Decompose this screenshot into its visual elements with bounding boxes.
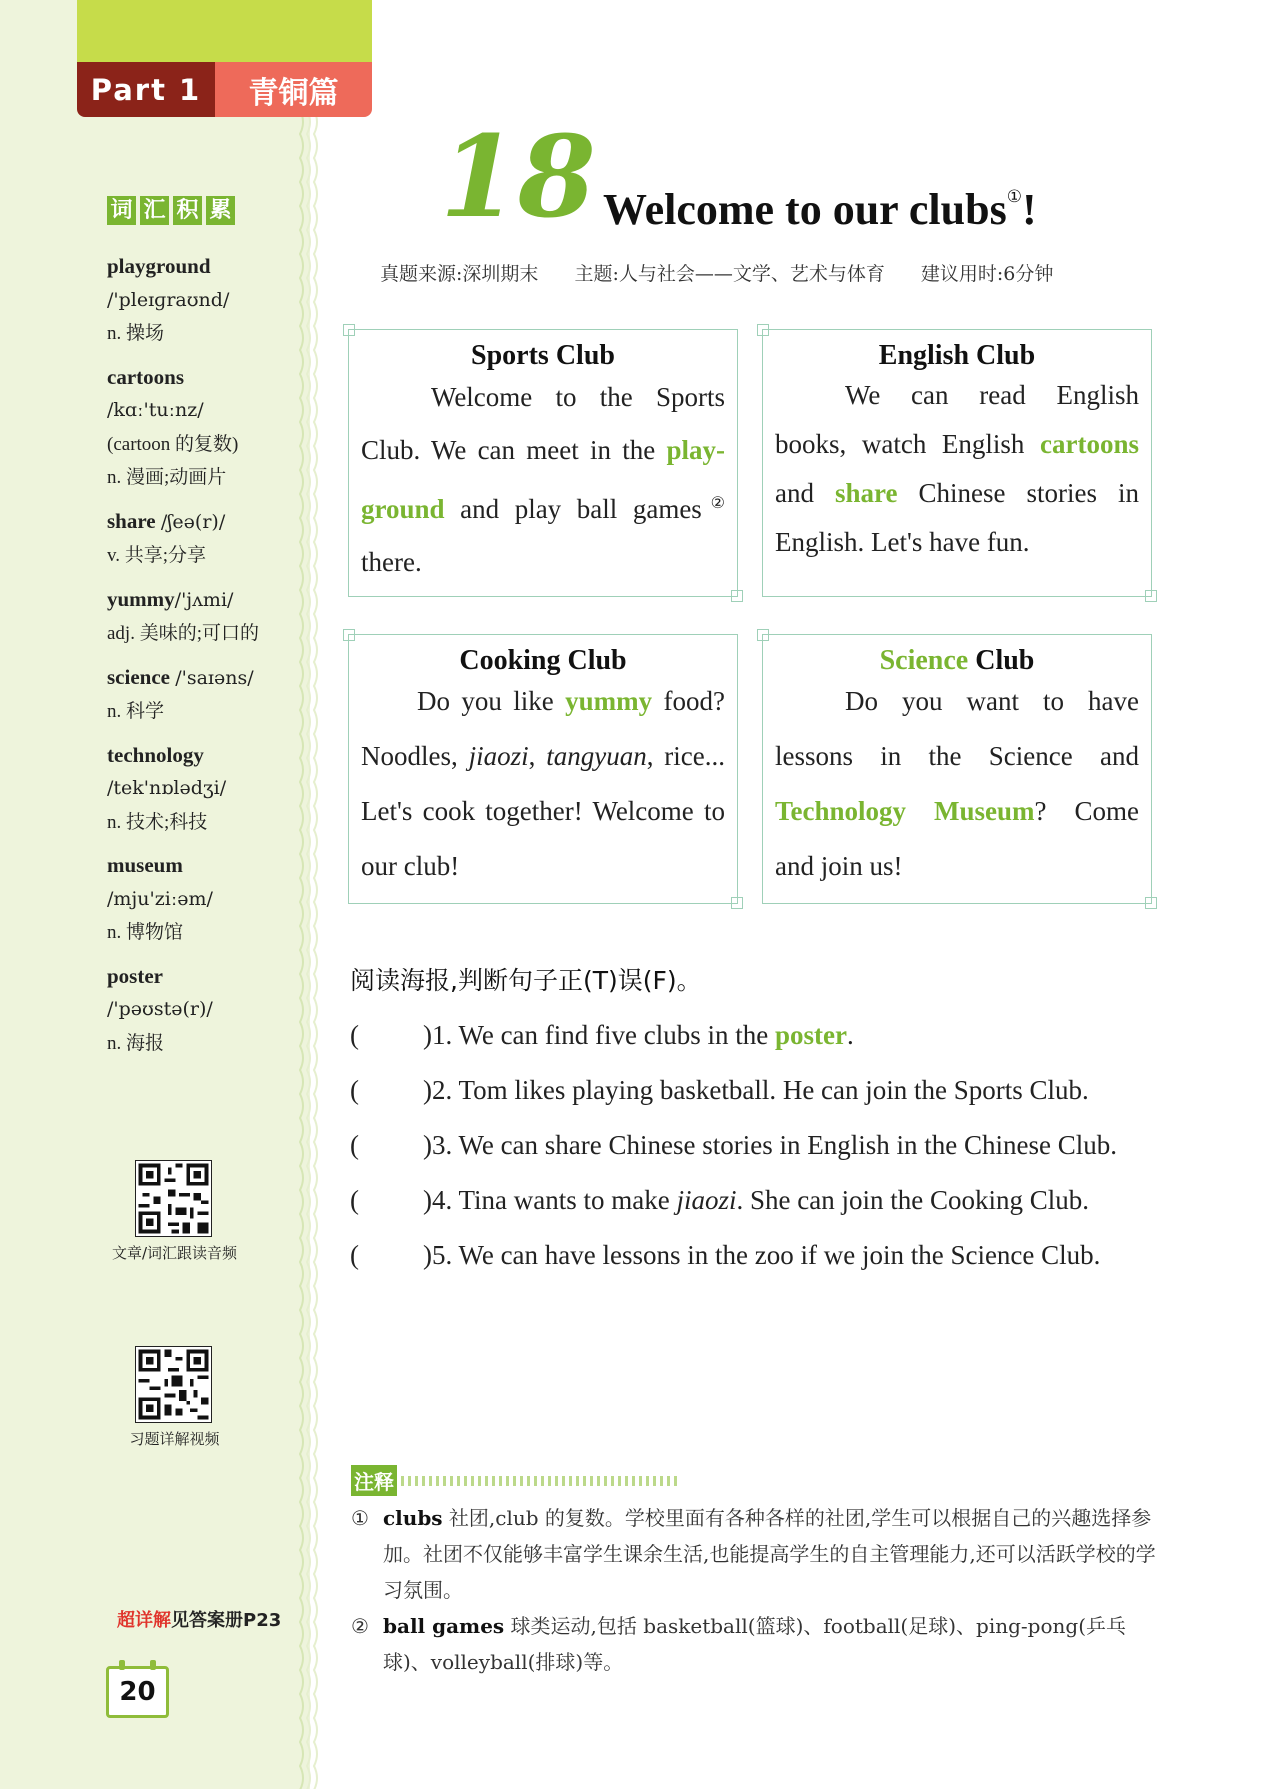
vocab-item-playground bbox=[107, 250, 297, 351]
text-span: We can read English books, watch English bbox=[775, 380, 1139, 459]
vocab-item-museum bbox=[107, 849, 297, 950]
question-item bbox=[350, 1228, 1160, 1283]
vocab-title-char: 词 bbox=[107, 196, 136, 225]
title-note-mark: ① bbox=[1006, 187, 1022, 206]
club-box-english bbox=[762, 329, 1152, 597]
text-span: Chinese stories in English. Let's have fun. bbox=[775, 478, 1140, 557]
vocab-meaning: v. 共享;分享 bbox=[107, 545, 207, 566]
note-term: ball games bbox=[383, 1614, 505, 1638]
answer-ref-highlight: 超详解 bbox=[117, 1610, 171, 1631]
meta-time: 建议用时:6分钟 bbox=[920, 263, 1054, 285]
note-mark: ② bbox=[701, 495, 726, 512]
club-title: Sports Club bbox=[471, 340, 615, 371]
vocab-meaning: n. 操场 bbox=[107, 323, 165, 344]
vocab-meaning: n. 漫画;动画片 bbox=[107, 467, 227, 488]
club-box-sports bbox=[348, 329, 738, 597]
vocab-phonetic: /'saɪəns/ bbox=[175, 666, 254, 689]
vocab-item-cartoons bbox=[107, 361, 297, 495]
text-span: , bbox=[528, 741, 547, 771]
question-number: )5. bbox=[423, 1240, 453, 1270]
text-span: Tom likes playing basketball. He can join the Sports Club. bbox=[452, 1075, 1089, 1105]
club-text bbox=[349, 674, 737, 894]
lesson-meta bbox=[380, 259, 1083, 286]
header-lime-band bbox=[77, 0, 372, 62]
question-text bbox=[423, 1228, 1160, 1283]
text-span bbox=[906, 796, 934, 826]
note-number: ① bbox=[351, 1506, 369, 1530]
highlight-word: cartoons bbox=[1040, 429, 1139, 459]
qr-code-audio[interactable] bbox=[135, 1160, 212, 1242]
question-text bbox=[423, 1173, 1160, 1228]
vocab-item-science bbox=[107, 661, 297, 729]
text-span: Do you like bbox=[417, 686, 566, 716]
question-item bbox=[350, 1173, 1160, 1228]
notes-divider bbox=[401, 1476, 681, 1486]
note-body bbox=[383, 1500, 1161, 1608]
vocab-phonetic: /ʃeə(r)/ bbox=[160, 510, 226, 533]
club-title-rest: Club bbox=[968, 645, 1035, 676]
vocab-title-char: 累 bbox=[206, 196, 235, 225]
highlight-word: Technology bbox=[775, 796, 907, 826]
notes-title: 注释 bbox=[351, 1465, 397, 1496]
qr-code-video[interactable] bbox=[135, 1346, 212, 1428]
answer-blank[interactable]: ( bbox=[350, 1130, 359, 1160]
page-number: 20 bbox=[106, 1666, 169, 1718]
question-number: )1. bbox=[423, 1020, 453, 1050]
text-span: Welcome to the Sports Club. We can meet in the bbox=[361, 382, 725, 465]
vocab-section-title bbox=[107, 196, 235, 225]
vocab-word: technology bbox=[107, 742, 204, 767]
vocab-list bbox=[107, 250, 297, 1070]
vocab-meaning: adj. 美味的;可口的 bbox=[107, 623, 259, 644]
club-title bbox=[763, 645, 1151, 677]
question-number: )3. bbox=[423, 1130, 453, 1160]
lesson-title-text: Welcome to our clubs bbox=[603, 185, 1007, 234]
vocab-word: yummy bbox=[107, 586, 175, 611]
note-number: ② bbox=[351, 1614, 369, 1638]
vocab-phonetic: /'pleɪɡraʊnd/ bbox=[107, 288, 230, 311]
answer-reference bbox=[117, 1606, 281, 1632]
part-chinese-label: 青铜篇 bbox=[215, 62, 372, 117]
club-title: Cooking Club bbox=[459, 645, 627, 676]
club-text bbox=[763, 371, 1151, 567]
text-span: ? Come and join us! bbox=[775, 796, 1139, 881]
answer-blank[interactable]: ( bbox=[350, 1020, 359, 1050]
qr-code-icon bbox=[135, 1160, 212, 1237]
part-label: Part 1 bbox=[77, 62, 215, 117]
question-text bbox=[423, 1063, 1160, 1118]
vocab-word: science bbox=[107, 664, 170, 689]
club-box-cooking bbox=[348, 634, 738, 904]
vocab-phonetic: /kɑː'tuːnz/ bbox=[107, 399, 204, 421]
vocab-item-yummy bbox=[107, 583, 297, 651]
question-item bbox=[350, 1118, 1160, 1173]
highlight-word: yummy bbox=[565, 686, 653, 716]
notes-list bbox=[351, 1500, 1161, 1680]
vocab-extra: (cartoon 的复数) bbox=[107, 433, 239, 455]
vocab-word: cartoons bbox=[107, 364, 184, 389]
vocab-phonetic: /mju'ziːəm/ bbox=[107, 887, 213, 910]
question-instruction: 阅读海报,判断句子正(T)误(F)。 bbox=[350, 966, 702, 995]
vocab-item-share bbox=[107, 505, 297, 573]
question-number: )4. bbox=[423, 1185, 453, 1215]
decorative-wave-border bbox=[296, 110, 326, 1789]
lesson-title-end: ! bbox=[1021, 185, 1037, 234]
answer-blank[interactable]: ( bbox=[350, 1075, 359, 1105]
text-span: and bbox=[775, 478, 835, 508]
vocab-meaning: n. 技术;科技 bbox=[107, 811, 208, 833]
answer-ref-text: 见答案册 bbox=[171, 1610, 243, 1631]
note-text: 社团,club 的复数。学校里面有各种各样的社团,学生可以根据自己的兴趣选择参加。社团不仅能够丰富学生课余生活,也能提高学生的自主管理能力,还可以活跃学校的学习氛围。 bbox=[383, 1506, 1156, 1602]
vocab-phonetic: /'jʌmi/ bbox=[174, 588, 234, 611]
vocab-item-technology bbox=[107, 739, 297, 840]
qr-caption-video: 习题详解视频 bbox=[129, 1430, 220, 1448]
wave-line bbox=[300, 110, 303, 1789]
notes-header bbox=[351, 1465, 681, 1496]
question-number: )2. bbox=[423, 1075, 453, 1105]
club-box-science bbox=[762, 634, 1152, 904]
note-item bbox=[351, 1500, 1161, 1608]
vocab-title-char: 汇 bbox=[140, 196, 169, 225]
vocab-word: museum bbox=[107, 853, 183, 877]
vocab-word: poster bbox=[107, 963, 163, 988]
meta-source: 真题来源:深圳期末 bbox=[380, 263, 539, 285]
answer-ref-page: P23 bbox=[243, 1610, 282, 1631]
text-span: food? Noodles, bbox=[361, 686, 725, 771]
question-list bbox=[350, 1008, 1160, 1283]
vocab-item-poster bbox=[107, 960, 297, 1061]
highlight-word: Museum bbox=[934, 796, 1035, 826]
vocab-meaning: n. 科学 bbox=[107, 701, 165, 722]
note-term: clubs bbox=[383, 1506, 443, 1530]
wave-line bbox=[307, 110, 310, 1789]
vocab-word: share bbox=[107, 508, 156, 533]
note-text: 球类运动,包括 basketball(篮球)、football(足球)、ping-pong(乒乓球)、volleyball(排球)等。 bbox=[383, 1614, 1126, 1674]
note-body bbox=[383, 1608, 1161, 1680]
lesson-number: 18 bbox=[440, 112, 596, 243]
text-span: , rice... Let's cook together! Welcome to our club! bbox=[361, 741, 726, 881]
question-item bbox=[350, 1063, 1160, 1118]
highlight-word: poster bbox=[774, 1020, 847, 1050]
text-span: . She can join the Cooking Club. bbox=[736, 1185, 1090, 1215]
question-item bbox=[350, 1008, 1160, 1063]
answer-blank[interactable]: ( bbox=[350, 1185, 359, 1215]
qr-code-icon bbox=[135, 1346, 212, 1423]
text-span: and play ball games bbox=[444, 494, 702, 524]
note-item bbox=[351, 1608, 1161, 1680]
lesson-title bbox=[603, 184, 1037, 235]
vocab-meaning: n. 海报 bbox=[107, 1032, 165, 1054]
vocab-phonetic: /'pəʊstə(r)/ bbox=[107, 998, 213, 1020]
highlight-word: play-ground bbox=[361, 435, 725, 524]
text-span: Do you want to have lessons in the Science and bbox=[775, 686, 1139, 771]
qr-caption-audio: 文章/词汇跟读音频 bbox=[111, 1244, 238, 1262]
text-span: We can find five clubs in the bbox=[452, 1020, 775, 1050]
text-span: We can have lessons in the zoo if we join the Science Club. bbox=[452, 1240, 1101, 1270]
highlight-word: share bbox=[835, 478, 898, 508]
vocab-title-char: 积 bbox=[173, 196, 202, 225]
italic-word: tangyuan bbox=[546, 741, 647, 771]
question-text bbox=[423, 1118, 1160, 1173]
text-span: We can share Chinese stories in English in the Chinese Club. bbox=[452, 1130, 1117, 1160]
italic-word: jiaozi bbox=[468, 741, 529, 771]
question-text bbox=[423, 1008, 1160, 1063]
italic-word: jiaozi bbox=[676, 1185, 737, 1215]
club-title: English Club bbox=[878, 340, 1036, 371]
text-span: there. bbox=[361, 547, 422, 577]
club-title-highlight: Science bbox=[879, 645, 969, 676]
club-text bbox=[763, 674, 1151, 894]
answer-blank[interactable]: ( bbox=[350, 1240, 359, 1270]
vocab-phonetic: /tek'nɒlədʒi/ bbox=[107, 777, 227, 799]
vocab-word: playground bbox=[107, 254, 211, 278]
club-text bbox=[349, 371, 737, 589]
text-span: . bbox=[846, 1020, 854, 1050]
text-span: Tina wants to make bbox=[452, 1185, 677, 1215]
wave-line bbox=[314, 110, 317, 1789]
vocab-meaning: n. 博物馆 bbox=[107, 922, 184, 943]
meta-theme: 主题:人与社会——文学、艺术与体育 bbox=[574, 263, 885, 285]
